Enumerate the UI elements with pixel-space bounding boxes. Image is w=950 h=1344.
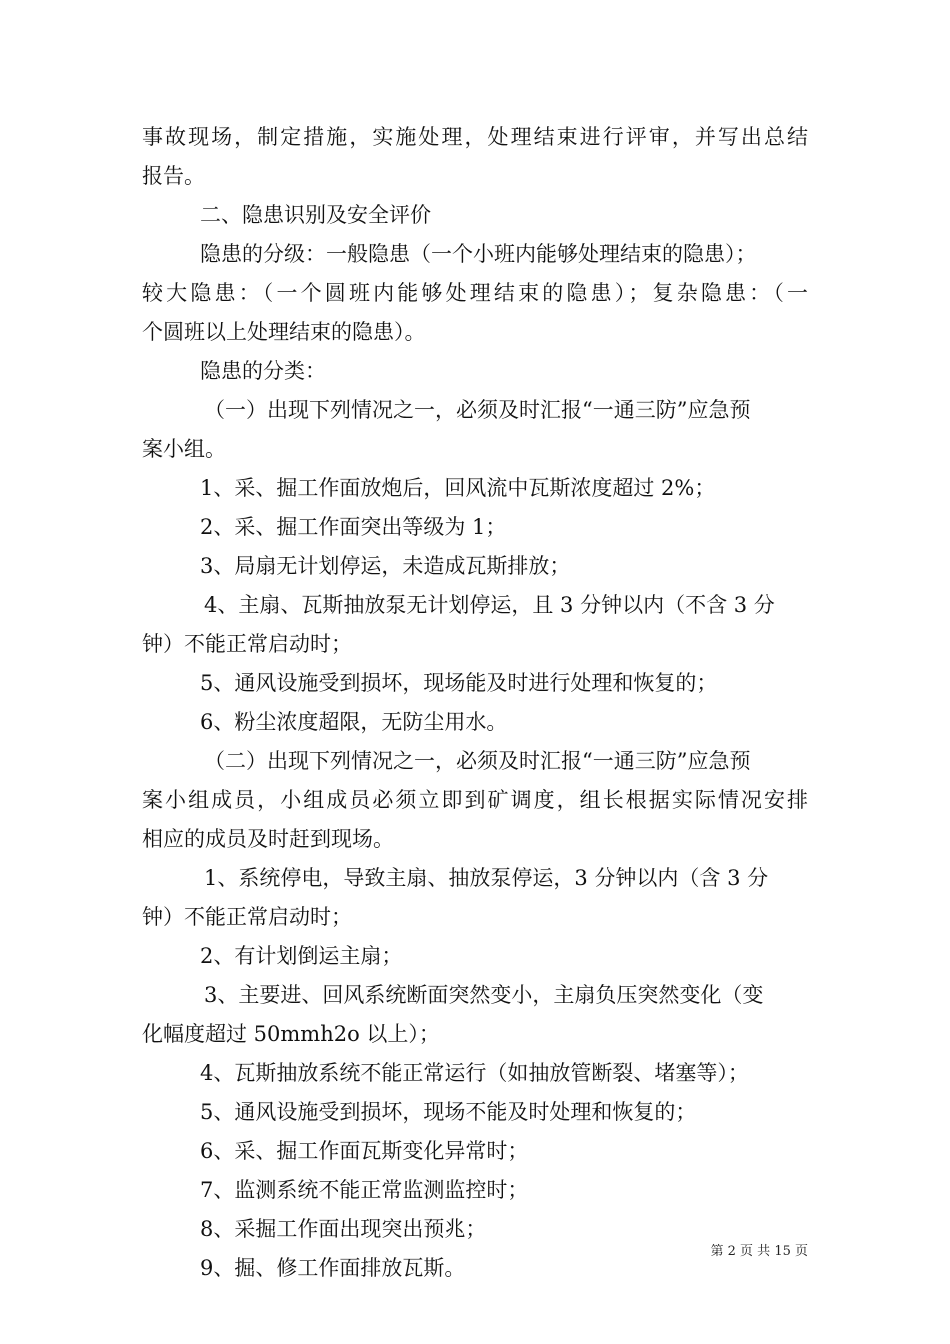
- paragraph-line: 隐患的分级：一般隐患（一个小班内能够处理结束的隐患）；: [200, 242, 757, 266]
- list-item: 8、采掘工作面出现突出预兆；: [200, 1217, 487, 1241]
- paragraph-line: 较大隐患：（一个圆班内能够处理结束的隐患）；复杂隐患：（一: [142, 281, 808, 305]
- list-item: 1、采、掘工作面放炮后，回风流中瓦斯浓度超过 2%；: [200, 476, 716, 500]
- list-item: 2、有计划倒运主扇；: [200, 944, 403, 968]
- list-item: 6、采、掘工作面瓦斯变化异常时；: [200, 1139, 529, 1163]
- list-item: 9、掘、修工作面排放瓦斯。: [200, 1256, 466, 1280]
- list-item: 6、粉尘浓度超限，无防尘用水。: [200, 710, 508, 734]
- list-item: 化幅度超过 50mmh2o 以上）；: [142, 1022, 440, 1046]
- list-item: 4、主扇、瓦斯抽放泵无计划停运，且 3 分钟以内（不含 3 分: [204, 593, 775, 617]
- paragraph-line: （二）出现下列情况之一，必须及时汇报“一通三防”应急预: [204, 749, 751, 773]
- list-item: 3、主要进、回风系统断面突然变小，主扇负压突然变化（变: [204, 983, 764, 1007]
- paragraph-line: 报告。: [142, 164, 205, 188]
- list-item: 钟）不能正常启动时；: [142, 632, 352, 656]
- list-item: 5、通风设施受到损坏，现场不能及时处理和恢复的；: [200, 1100, 697, 1124]
- paragraph-line: 案小组成员，小组成员必须立即到矿调度，组长根据实际情况安排: [142, 788, 808, 812]
- list-item: 1、系统停电，导致主扇、抽放泵停运，3 分钟以内（含 3 分: [204, 866, 769, 890]
- paragraph-line: 个圆班以上处理结束的隐患）。: [142, 320, 426, 344]
- section-heading: 二、隐患识别及安全评价: [200, 203, 431, 227]
- paragraph-line: 事故现场，制定措施，实施处理，处理结束进行评审，并写出总结: [142, 125, 808, 149]
- document-body: [142, 118, 808, 1288]
- list-item: 4、瓦斯抽放系统不能正常运行（如抽放管断裂、堵塞等）；: [200, 1061, 749, 1085]
- list-item: 7、监测系统不能正常监测监控时；: [200, 1178, 529, 1202]
- paragraph-line: 隐患的分类：: [200, 359, 326, 383]
- paragraph-line: 案小组。: [142, 437, 226, 461]
- list-item: 3、局扇无计划停运，未造成瓦斯排放；: [200, 554, 571, 578]
- paragraph-line: （一）出现下列情况之一，必须及时汇报“一通三防”应急预: [204, 398, 751, 422]
- list-item: 钟）不能正常启动时；: [142, 905, 352, 929]
- list-item: 2、采、掘工作面突出等级为 1；: [200, 515, 507, 539]
- page-number-footer: 第 2 页 共 15 页: [710, 1244, 808, 1259]
- paragraph-line: 相应的成员及时赶到现场。: [142, 827, 394, 851]
- list-item: 5、通风设施受到损坏，现场能及时进行处理和恢复的；: [200, 671, 718, 695]
